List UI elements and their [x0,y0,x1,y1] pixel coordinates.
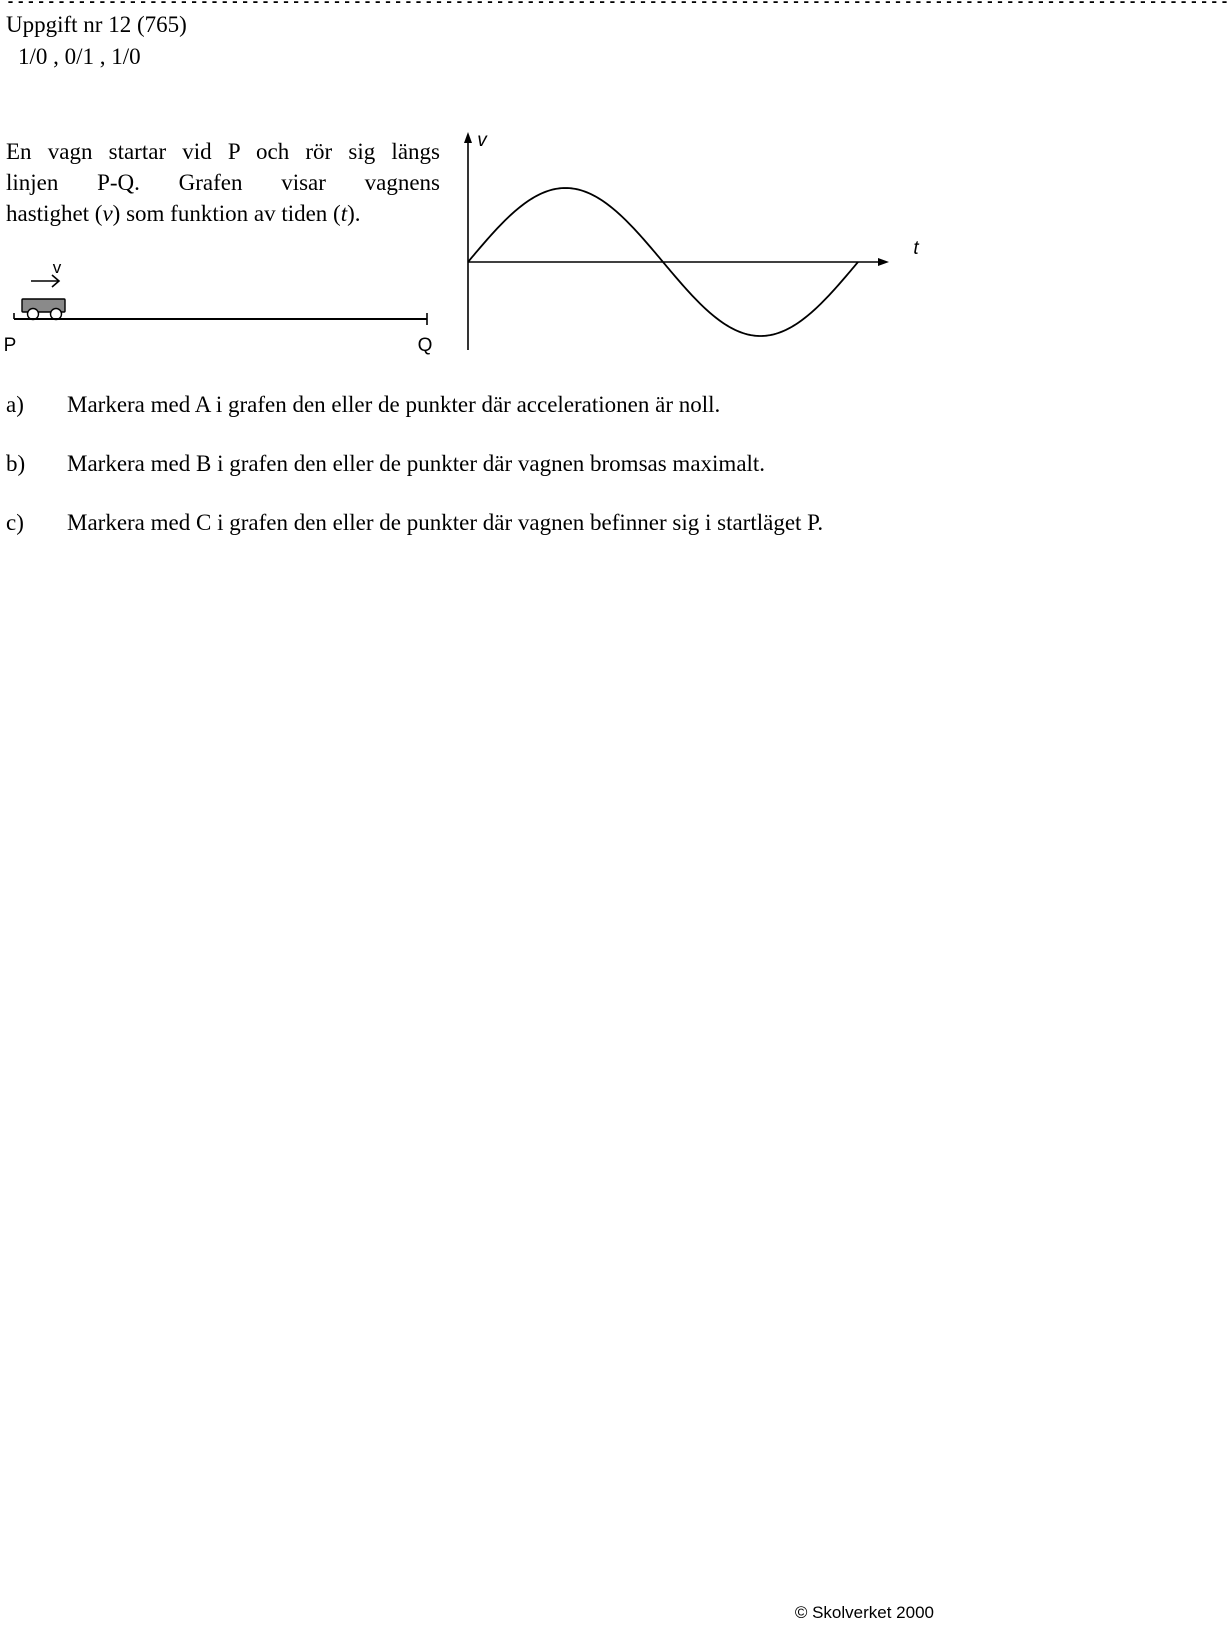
x-axis-label: t [913,238,919,259]
task-title: Uppgift nr 12 (765) [6,12,187,37]
intro-text [6,136,440,229]
question-text: Markera med C i grafen den eller de punkter där vagnen befinner sig i startläget P. [67,510,824,535]
x-axis [468,258,889,266]
task-scores: 1/0 , 0/1 , 1/0 [18,44,141,69]
var-v: v [102,201,113,226]
end-label-q: Q [417,335,433,356]
question-label: b) [6,451,26,476]
velocity-arrow [31,275,59,287]
header-separator: ------------------------------------------------------------------------------------------------------------------------ [6,0,1230,11]
velocity-time-graph [455,128,935,358]
question-text: Markera med A i grafen den eller de punkter där accelerationen är noll. [67,392,721,417]
question-text: Markera med B i grafen den eller de punkter där vagnen bromsas maximalt. [67,451,766,476]
track-figure [0,240,460,365]
y-axis [464,132,472,350]
start-label-p: P [3,335,17,356]
track-line [14,313,427,325]
copyright-footer: © Skolverket 2000 [794,1603,934,1622]
y-axis-label: v [477,130,487,151]
question-label: a) [6,392,24,417]
velocity-label: v [52,258,62,277]
intro-line-2: linjen P-Q. Grafen visar vagnens [6,170,440,195]
cart [22,299,65,320]
question-label: c) [6,510,24,535]
intro-line-1: En vagn startar vid P och rör sig längs [6,139,440,164]
var-t: t [340,201,348,226]
intro-line-3: hastighet (v) som funktion av tiden (t). [6,201,361,226]
